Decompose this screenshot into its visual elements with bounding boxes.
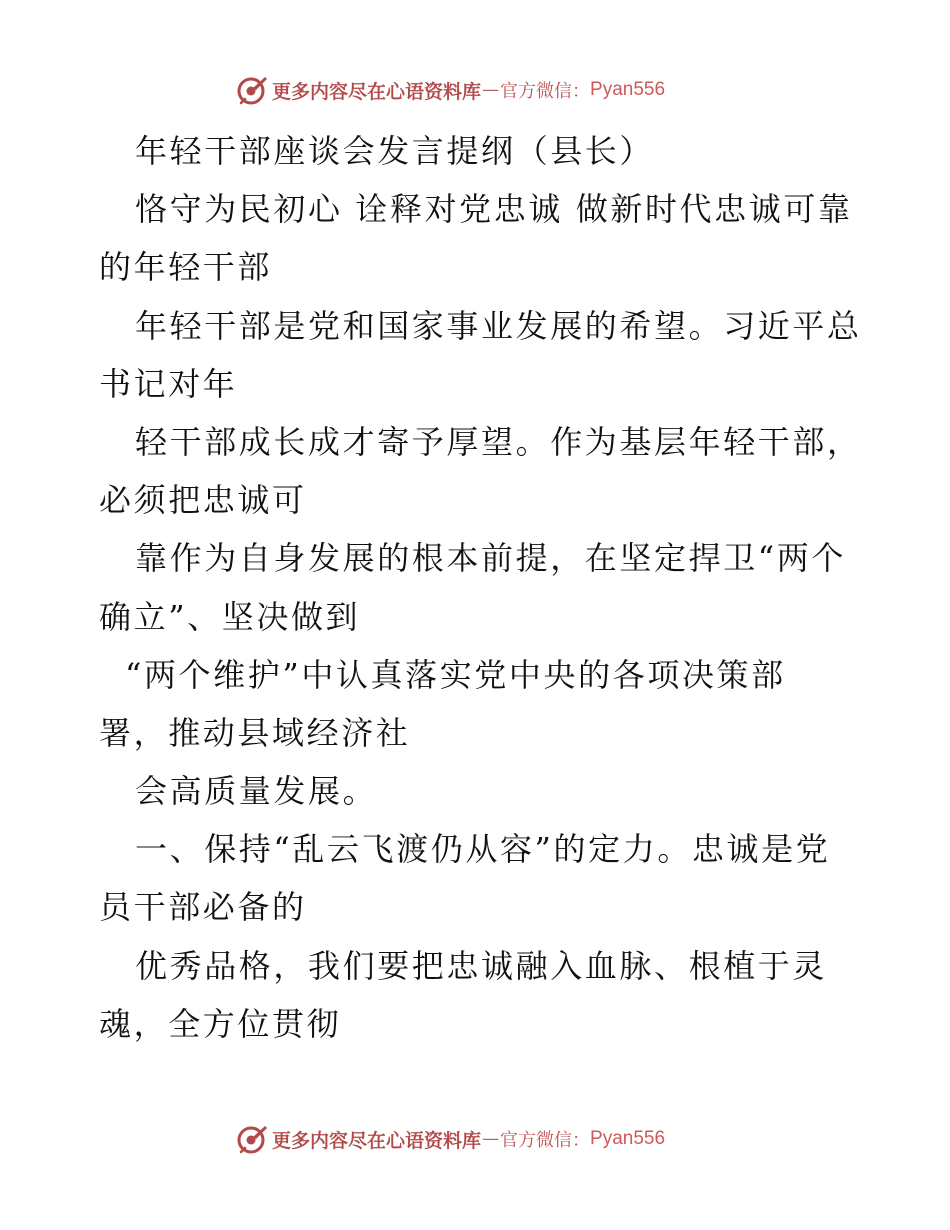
- banner-wechat-id: Pyan556: [590, 79, 666, 100]
- banner-main-text: 更多内容尽在心语资料库: [272, 80, 482, 103]
- section-heading-line: 一、保持“乱云飞渡仍从容”的定力。忠诚是党: [135, 830, 831, 869]
- document-line: 年轻干部是党和国家事业发展的希望。习近平总: [135, 306, 862, 345]
- document-line: 署，推动县域经济社: [99, 713, 411, 752]
- document-title: 年轻干部座谈会发言提纲（县长）: [135, 132, 655, 170]
- document-line: 会高质量发展。: [135, 772, 378, 811]
- document-body: [99, 122, 862, 1053]
- document-line: “两个维护”中认真落实党中央的各项决策部: [125, 655, 786, 694]
- document-line: 书记对年: [99, 364, 238, 403]
- document-line: 必须把忠诚可: [99, 481, 307, 520]
- banner-sub-text: 官方微信：: [500, 81, 591, 102]
- document-line: 的年轻干部: [99, 248, 273, 287]
- document-line: 轻干部成长成才寄予厚望。作为基层年轻干部，: [135, 422, 862, 461]
- banner-dash: —: [482, 1129, 500, 1149]
- document-line: 恪守为民初心 诠释对党忠诚 做新时代忠诚可靠: [135, 190, 853, 229]
- header-banner: [236, 73, 665, 107]
- document-line: 员干部必备的: [99, 888, 307, 927]
- banner-dash: —: [482, 80, 500, 100]
- red-pen-circle-logo-icon: [236, 1123, 268, 1155]
- banner-main-text: 更多内容尽在心语资料库: [272, 1129, 482, 1152]
- document-line: 优秀品格，我们要把忠诚融入血脉、根植于灵: [135, 946, 828, 985]
- footer-banner: [236, 1122, 665, 1156]
- document-line: 确立”、坚决做到: [99, 597, 361, 636]
- red-pen-circle-logo-icon: [236, 74, 268, 106]
- banner-wechat-id: Pyan556: [590, 1128, 666, 1149]
- document-line: 魂，全方位贯彻: [99, 1004, 342, 1043]
- document-line: 靠作为自身发展的根本前提，在坚定捍卫“两个: [135, 539, 846, 578]
- banner-sub-text: 官方微信：: [500, 1130, 591, 1151]
